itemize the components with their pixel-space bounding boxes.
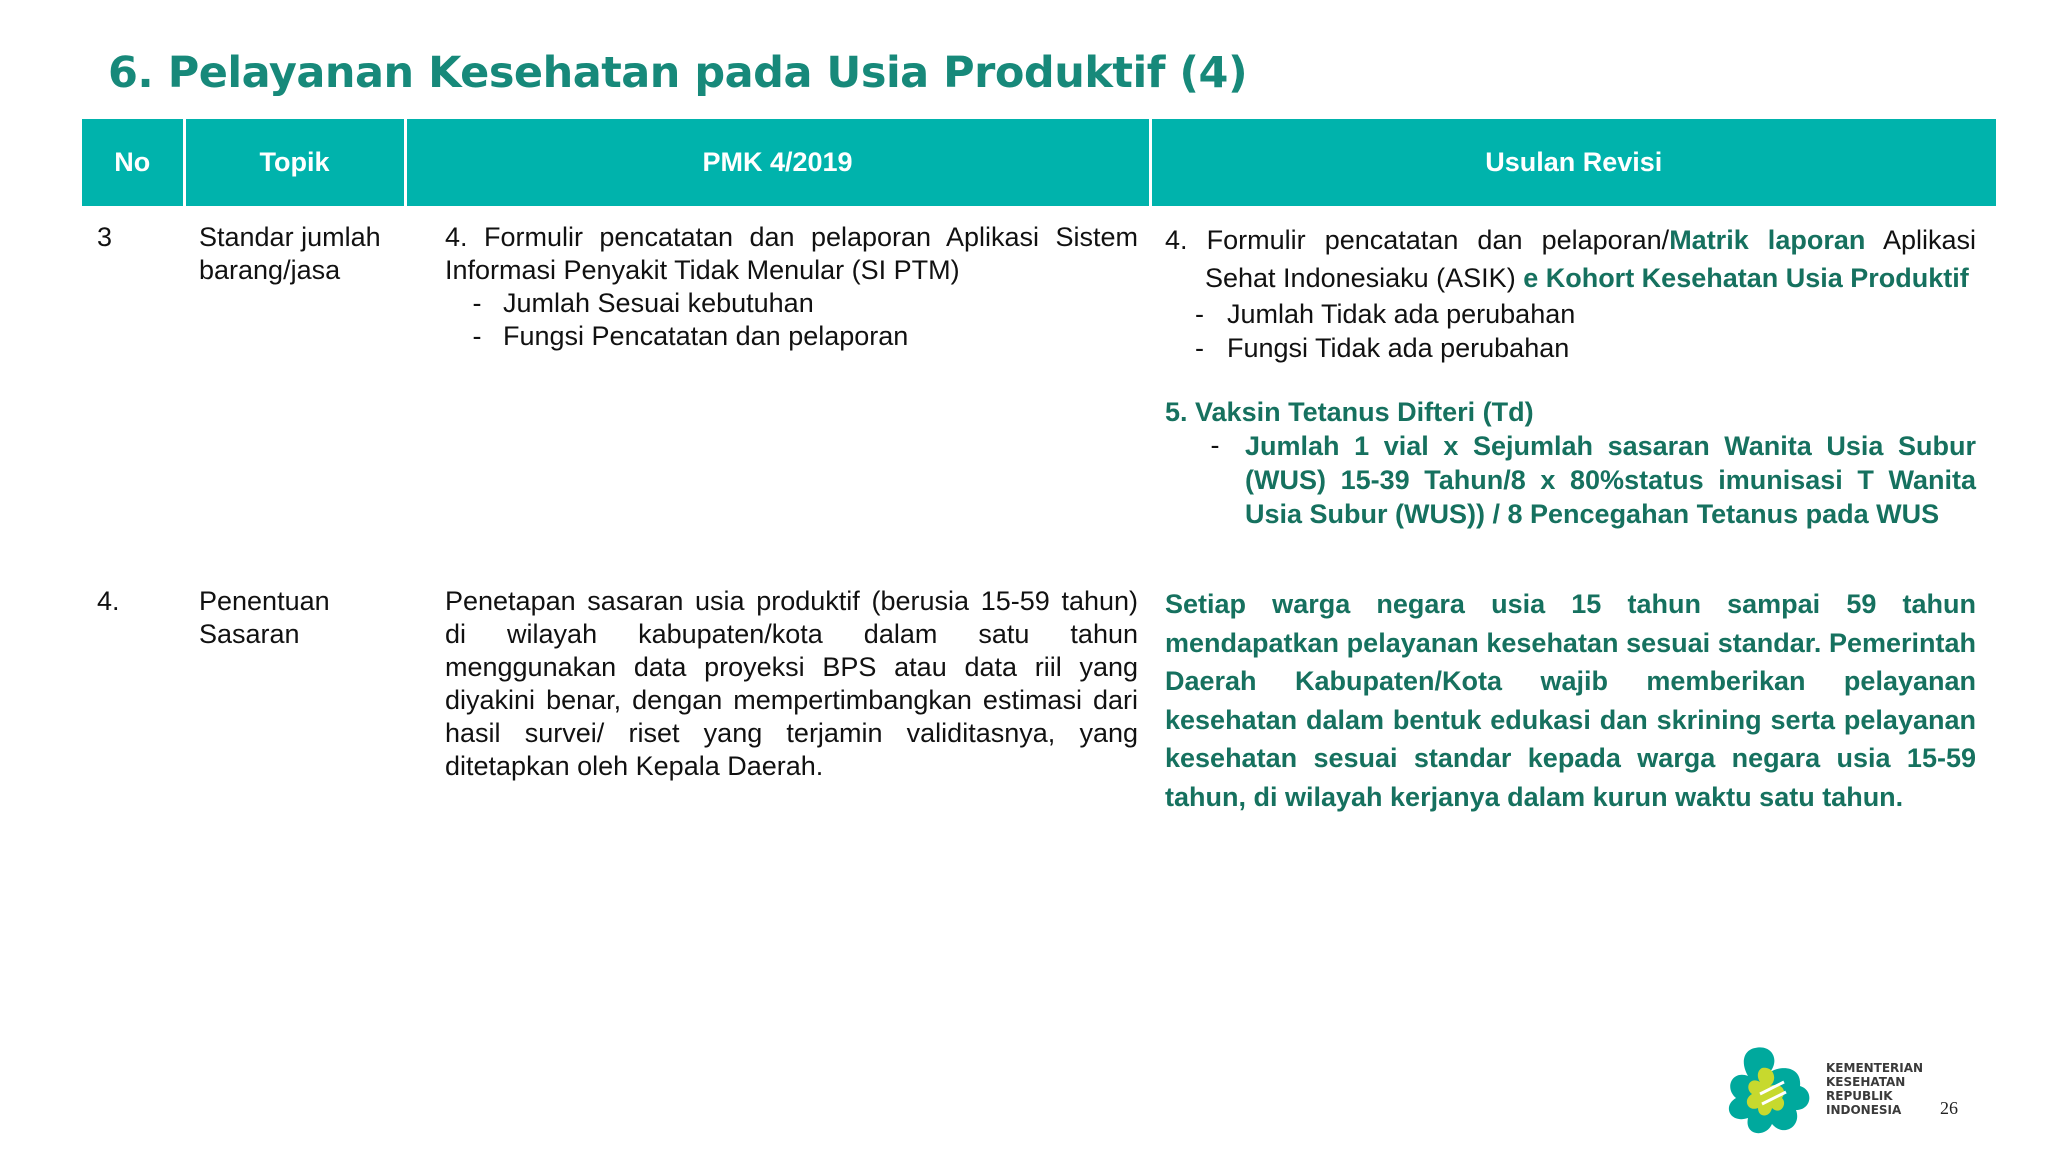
table-row	[82, 206, 1996, 569]
pmk-text: Penetapan sasaran usia produktif (berusia 15-59 tahun) di wilayah kabupaten/kota dalam satu tahun menggunakan data proyeksi BPS atau data riil yang diyakini benar, dengan mempertimbangkan estimasi dari hasil survei/ riset yang terjamin validitasnya, yang ditetapkan oleh Kepala Daerah.	[445, 586, 1138, 781]
revisi-cell	[1150, 569, 1996, 816]
row-topic: Penentuan Sasaran	[199, 586, 330, 649]
list-item: - Jumlah Sesuai kebutuhan	[472, 288, 814, 318]
kemenkes-logo-icon	[1722, 1046, 1817, 1136]
pmk-cell	[405, 569, 1150, 816]
header-topik: Topik	[184, 119, 405, 206]
kemenkes-logo-text: KEMENTERIAN KESEHATAN REPUBLIK INDONESIA	[1826, 1061, 1924, 1117]
pmk-text: 4. Formulir pencatatan dan pelaporan Aplikasi Sistem Informasi Penyakit Tidak Menular (SI PTM)	[445, 222, 1138, 285]
header-usulan-revisi: Usulan Revisi	[1150, 119, 1996, 206]
table-header-row	[82, 119, 1996, 206]
revisi-text: Setiap warga negara usia 15 tahun sampai 59 tahun mendapatkan pelayanan kesehatan sesuai standar. Pemerintah Daerah Kabupaten/Kota wajib memberikan pelayanan kesehatan dalam bentuk edukasi dan skrining serta pelayanan kesehatan sesuai standar kepada warga negara usia 15-59 tahun, di wilayah kerjanya dalam kurun waktu satu tahun.	[1165, 589, 1976, 812]
table-row	[82, 569, 1996, 816]
comparison-table	[82, 119, 1996, 816]
revisi-cell	[1150, 206, 1996, 569]
row-number: 4.	[97, 586, 120, 616]
page-title: 6. Pelayanan Kesehatan pada Usia Produktif (4)	[108, 48, 1248, 98]
revisi-line: 4. Formulir pencatatan dan pelaporan/Matrik laporan Aplikasi	[1165, 225, 1976, 255]
list-item: - Fungsi Tidak ada perubahan	[1195, 333, 1570, 363]
list-item: - Jumlah Tidak ada perubahan	[1195, 299, 1576, 329]
list-item: - Jumlah 1 vial x Sejumlah sasaran Wanita Usia Subur (WUS) 15-39 Tahun/8 x 80%status imunisasi T Wanita Usia Subur (WUS)) / 8 Pencegahan Tetanus pada WUS	[1210, 430, 1976, 529]
vaksin-title: 5. Vaksin Tetanus Difteri (Td)	[1165, 397, 1534, 427]
pmk-cell	[405, 206, 1150, 569]
row-number: 3	[97, 222, 113, 252]
revisi-line: Sehat Indonesiaku (ASIK) e Kohort Kesehatan Usia Produktif	[1205, 263, 1969, 293]
row-topic: Standar jumlah barang/jasa	[199, 222, 381, 285]
page-number: 26	[1940, 1098, 1958, 1118]
header-pmk: PMK 4/2019	[405, 119, 1150, 206]
header-no: No	[82, 119, 184, 206]
list-item: - Fungsi Pencatatan dan pelaporan	[472, 321, 909, 351]
